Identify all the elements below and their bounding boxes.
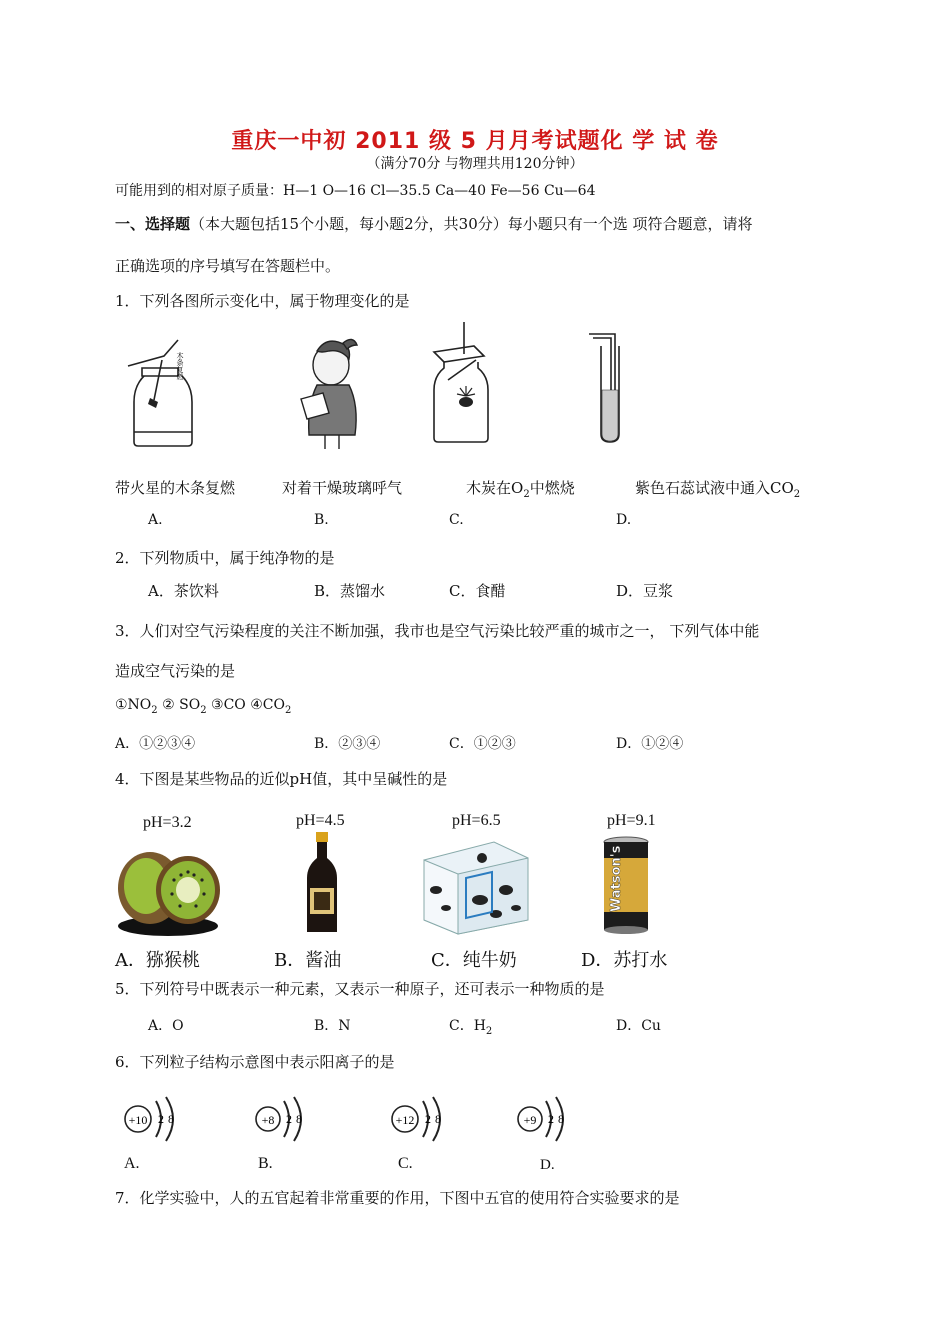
nucleus-a: +10 [128, 1113, 148, 1127]
shell-a-1: 2 [158, 1112, 164, 1126]
q4-option-b[interactable]: B．酱油 [274, 950, 342, 971]
q5-option-a[interactable]: A．O [148, 1018, 184, 1034]
q1-option-d[interactable]: D. [616, 512, 632, 528]
q4-stem: 4．下图是某些物品的近似pH值，其中呈碱性的是 [115, 770, 448, 788]
q3-item-2: ② SO [162, 697, 201, 713]
atom-diagram-c [385, 1095, 455, 1147]
q4-option-c[interactable]: C．纯牛奶 [431, 950, 517, 971]
q1-caption-c [466, 477, 575, 500]
nucleus-b: +8 [261, 1113, 275, 1127]
q3-stem-line2: 造成空气污染的是 [115, 662, 236, 680]
q1-caption-b: 对着干燥玻璃呼气 [282, 479, 403, 497]
q4-option-d[interactable]: D．苏打水 [581, 950, 668, 971]
soy-sauce-bottle-image [302, 832, 342, 936]
q1-caption-d-text: 紫色石蕊试液中通入CO [635, 479, 794, 497]
q3-items [115, 697, 291, 716]
q6-option-b[interactable]: B. [258, 1155, 273, 1172]
q4-ph-b: pH=4.5 [296, 812, 345, 829]
q3-option-c[interactable]: C．①②③ [449, 736, 516, 752]
milk-carton-image [420, 838, 532, 936]
q4-ph-a: pH=3.2 [143, 814, 192, 831]
shell-c-1: 2 [425, 1112, 431, 1126]
q3-item-2-sub: 2 [200, 704, 207, 716]
bottle-label: 木条复燃 [176, 352, 184, 380]
q3-item-1: ①NO [115, 697, 152, 713]
kiwi-image [116, 838, 222, 936]
q5-option-c-text: C．H [449, 1018, 486, 1034]
shell-d-2: 8 [558, 1112, 564, 1126]
shell-d-1: 2 [548, 1112, 554, 1126]
section-instructions-line1: （本大题包括15个小题，每小题2分，共30分）每小题只有一个选 项符合题意，请将 [190, 215, 753, 233]
q4-ph-c: pH=6.5 [452, 812, 501, 829]
q5-option-c-sub: 2 [485, 1025, 493, 1037]
q7-stem: 7．化学实验中，人的五官起着非常重要的作用，下图中五官的使用符合实验要求的是 [115, 1189, 680, 1207]
q6-option-c[interactable]: C. [398, 1155, 413, 1172]
shell-c-2: 8 [435, 1112, 441, 1126]
can-label: Watson's [609, 845, 624, 912]
q6-stem: 6．下列粒子结构示意图中表示阳离子的是 [115, 1053, 395, 1071]
nucleus-c: +12 [395, 1113, 415, 1127]
q3-option-d[interactable]: D．①②④ [616, 736, 684, 752]
q1-caption-d-sub: 2 [793, 489, 801, 500]
q1-caption-c-sub: 2 [523, 489, 530, 500]
nucleus-d: +9 [523, 1113, 537, 1127]
q1-option-a[interactable]: A. [148, 512, 163, 528]
q3-item-1-sub: 2 [151, 704, 158, 716]
q6-option-a[interactable]: A. [124, 1155, 140, 1172]
q3-item-4-sub: 2 [284, 704, 292, 716]
q6-option-d[interactable]: D. [540, 1157, 555, 1173]
shell-a-2: 8 [168, 1112, 174, 1126]
q3-option-a[interactable]: A．①②③④ [115, 736, 196, 752]
charcoal-burning-figure [428, 322, 498, 447]
girl-breathing-figure [295, 335, 375, 450]
bottle-splint-figure [120, 338, 220, 450]
q1-caption-d [635, 477, 800, 500]
q5-stem: 5．下列符号中既表示一种元素，又表示一种原子，还可表示一种物质的是 [115, 980, 605, 998]
q3-item-3: ③CO [211, 697, 246, 713]
section-instructions-line2: 正确选项的序号填写在答题栏中。 [115, 257, 341, 275]
soda-can-image [598, 836, 654, 936]
q5-option-d[interactable]: D．Cu [616, 1018, 661, 1034]
q1-option-c[interactable]: C. [449, 512, 464, 528]
q2-option-b[interactable]: B．蒸馏水 [314, 582, 386, 600]
q1-caption-a: 带火星的木条复燃 [115, 479, 236, 497]
atom-diagram-d [512, 1095, 582, 1147]
test-tube-figure [585, 332, 635, 447]
q2-stem: 2．下列物质中，属于纯净物的是 [115, 549, 335, 567]
q4-ph-d: pH=9.1 [607, 812, 656, 829]
q1-caption-c-part1: 木炭在O [466, 479, 524, 497]
q2-option-a[interactable]: A．茶饮料 [148, 582, 219, 600]
section-instructions [115, 213, 753, 234]
exam-subtitle: （满分70分 与物理共用120分钟） [366, 156, 584, 172]
q1-option-b[interactable]: B. [314, 512, 329, 528]
q5-option-c[interactable] [449, 1015, 492, 1037]
shell-b-2: 8 [296, 1112, 302, 1126]
q2-option-d[interactable]: D．豆浆 [616, 582, 674, 600]
shell-b-1: 2 [286, 1112, 292, 1126]
atom-diagram-b [250, 1095, 320, 1147]
atom-diagram-a [118, 1095, 188, 1147]
q1-caption-c-part2: 中燃烧 [529, 479, 575, 497]
atomic-masses: 可能用到的相对原子质量：H—1 O—16 Cl—35.5 Ca—40 Fe—56 Cu—64 [115, 183, 596, 199]
section-heading: 一、选择题 [115, 215, 191, 233]
q1-stem: 1．下列各图所示变化中，属于物理变化的是 [115, 292, 410, 310]
q4-option-a[interactable]: A．猕猴桃 [115, 950, 200, 971]
q3-stem-line1: 3．人们对空气污染程度的关注不断加强，我市也是空气污染比较严重的城市之一， 下列气体中能 [115, 622, 760, 640]
q3-option-b[interactable]: B．②③④ [314, 736, 381, 752]
q2-option-c[interactable]: C．食醋 [449, 582, 506, 600]
q5-option-b[interactable]: B．N [314, 1018, 351, 1034]
exam-title: 重庆一中初 2011 级 5 月月考试题化 学 试 卷 [231, 129, 719, 154]
q3-item-4: ④CO [250, 697, 285, 713]
